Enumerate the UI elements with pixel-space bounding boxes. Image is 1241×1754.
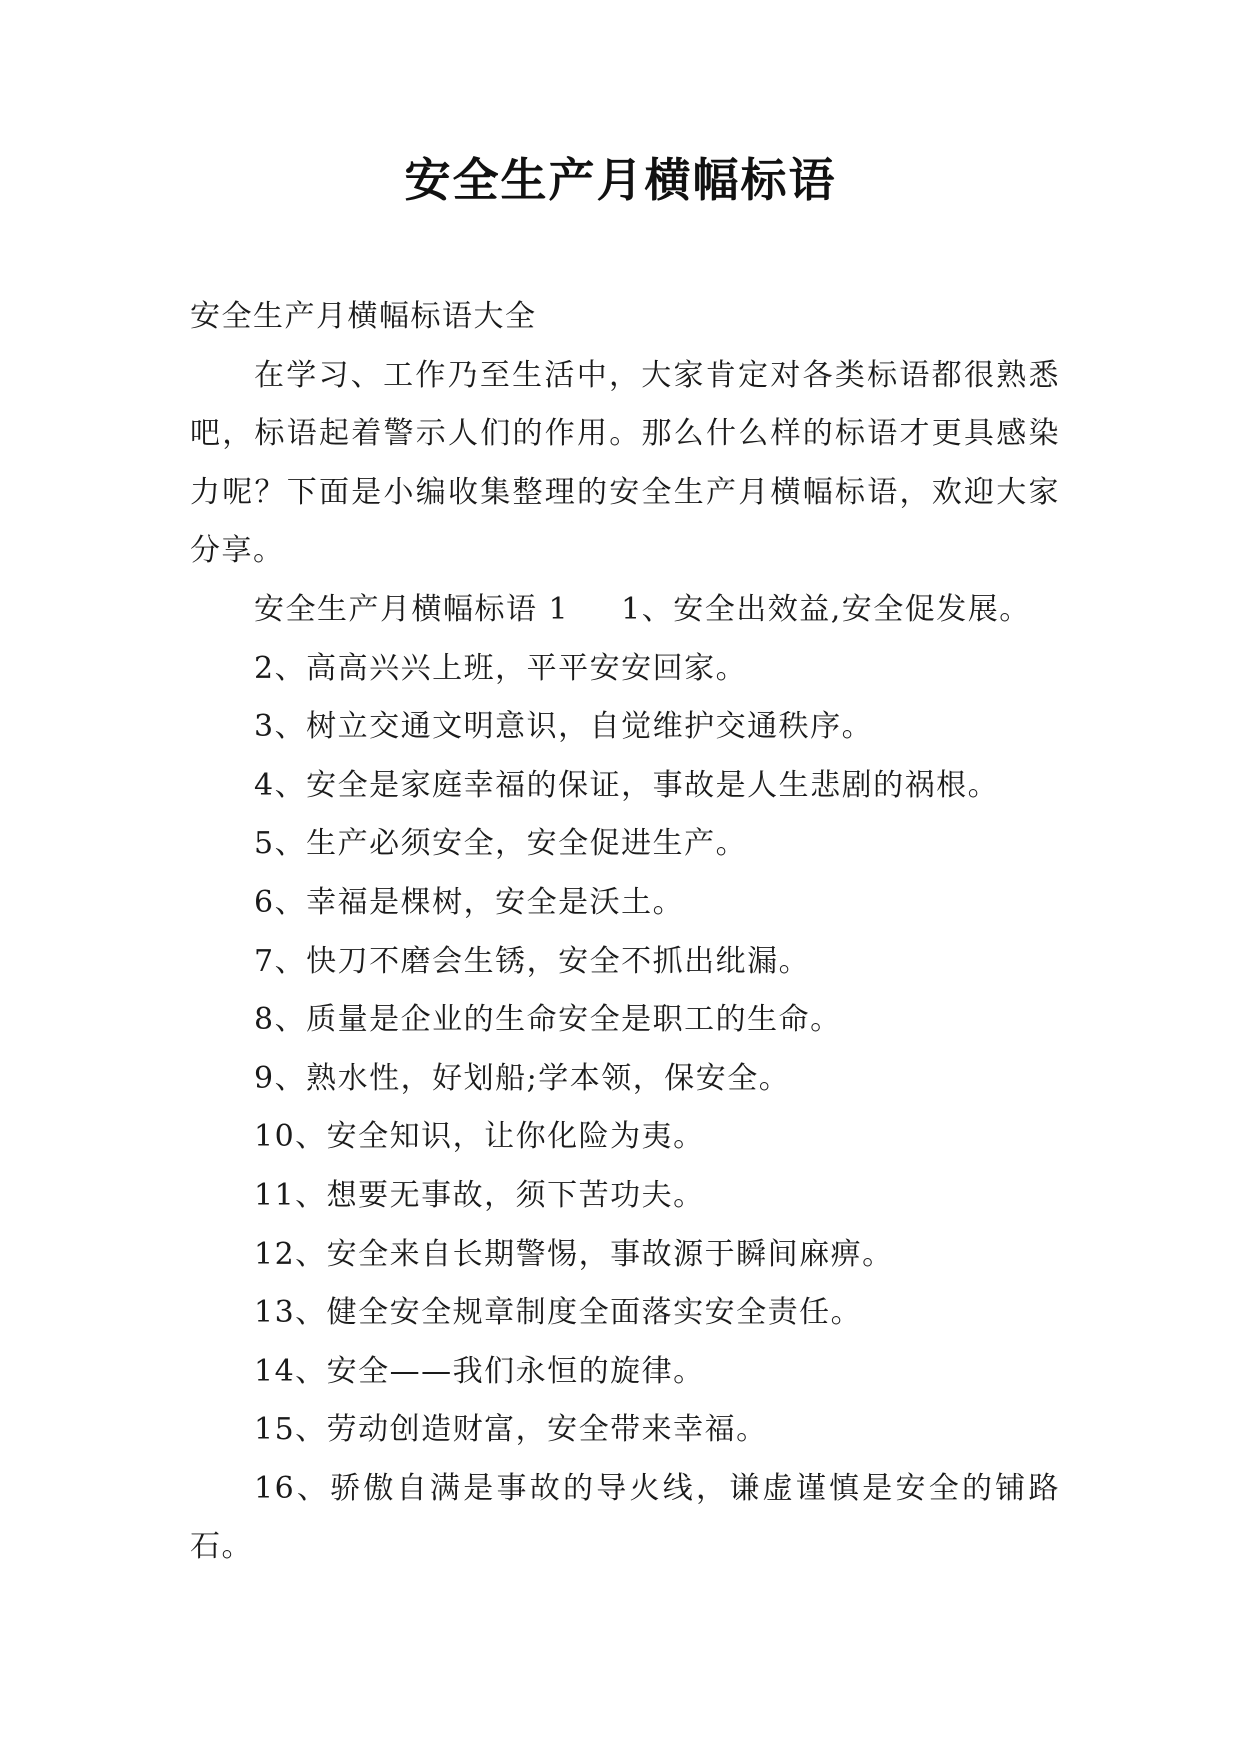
slogan-item: 8、质量是企业的生命安全是职工的生命。 — [254, 1002, 842, 1038]
intro-paragraph: 在学习、工作乃至生活中，大家肯定对各类标语都很熟悉吧，标语起着警示人们的作用。那么什么样的标语才更具感染力呢？下面是小编收集整理的安全生产月横幅标语，欢迎大家分享。 — [190, 357, 1060, 569]
slogan-item: 1、安全出效益,安全促发展。 — [621, 591, 1031, 627]
page-title: 安全生产月横幅标语 — [404, 153, 837, 207]
slogan-item: 10、安全知识，让你化险为夷。 — [254, 1119, 705, 1155]
document-subtitle: 安全生产月横幅标语大全 — [190, 299, 537, 334]
slogan-item: 6、幸福是棵树，安全是沃土。 — [254, 884, 685, 920]
document-body — [190, 288, 1060, 1577]
slogan-item: 7、快刀不磨会生锈，安全不抓出纰漏。 — [254, 943, 811, 979]
slogan-item: 14、安全——我们永恒的旋律。 — [254, 1353, 705, 1389]
slogan-item: 15、劳动创造财富，安全带来幸福。 — [254, 1412, 768, 1448]
slogan-item: 11、想要无事故，须下苦功夫。 — [254, 1177, 705, 1213]
slogan-item: 4、安全是家庭幸福的保证，事故是人生悲剧的祸根。 — [254, 767, 1000, 803]
slogan-item: 16、骄傲自满是事故的导火线，谦虚谨慎是安全的铺路石。 — [190, 1470, 1060, 1565]
slogan-item: 5、生产必须安全，安全促进生产。 — [254, 826, 748, 862]
section-heading: 安全生产月横幅标语 1 — [254, 591, 570, 627]
slogan-item: 12、安全来自长期警惕，事故源于瞬间麻痹。 — [254, 1236, 894, 1272]
slogan-item: 9、熟水性，好划船;学本领，保安全。 — [254, 1060, 791, 1096]
section-line — [190, 581, 1060, 640]
slogan-item: 3、树立交通文明意识，自觉维护交通秩序。 — [254, 709, 874, 745]
slogan-item: 13、健全安全规章制度全面落实安全责任。 — [254, 1295, 863, 1331]
slogan-item: 2、高高兴兴上班，平平安安回家。 — [254, 650, 748, 686]
